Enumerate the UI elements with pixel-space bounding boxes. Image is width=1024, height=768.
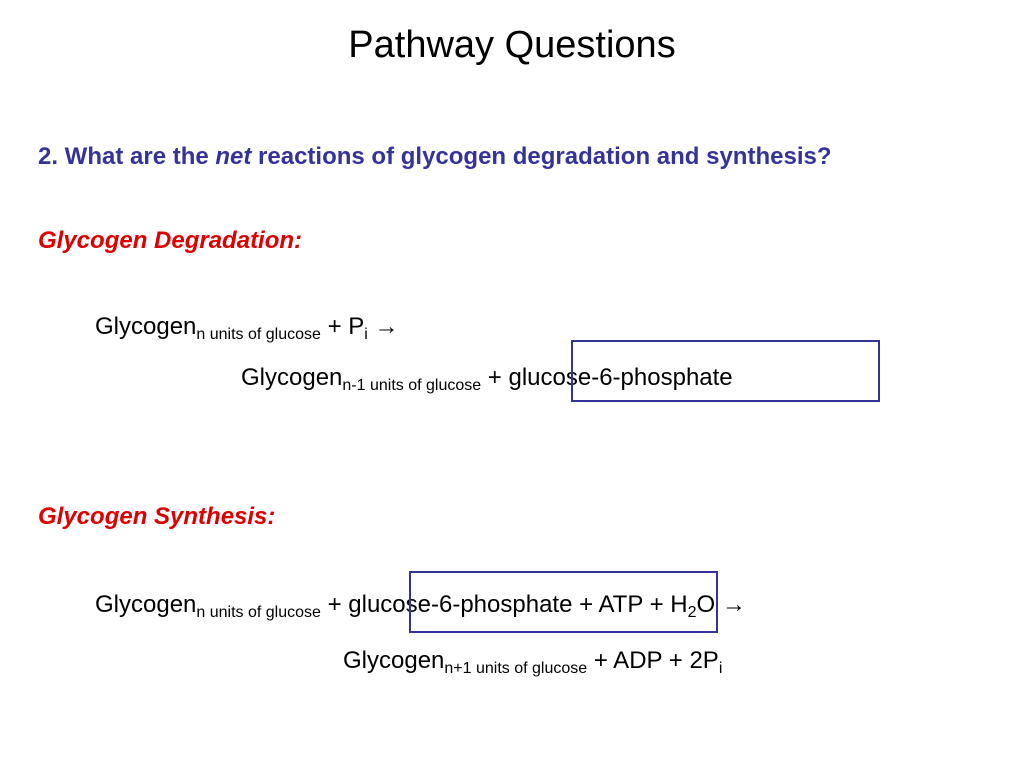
- question-prefix: 2. What are the: [38, 143, 216, 170]
- reaction-arrow: →: [367, 313, 399, 340]
- product-label: + glucose-6-phosphate: [481, 364, 733, 391]
- question-text: [38, 140, 832, 174]
- synthesis-heading: Glycogen Synthesis:: [38, 503, 276, 530]
- question-suffix: reactions of glycogen degradation and synthesis?: [251, 143, 832, 170]
- glucose-6-phosphate-highlight-box: [409, 571, 718, 633]
- glycogen-label: Glycogen: [95, 591, 197, 618]
- glycogen-subscript: n units of glucose: [196, 604, 321, 621]
- glucose-6-phosphate-highlight-box: [571, 340, 880, 402]
- pi-subscript: i: [364, 326, 368, 343]
- products-label: + ADP + 2P: [587, 647, 719, 674]
- glycogen-label: Glycogen: [95, 313, 197, 340]
- synthesis-equation-line2: [343, 644, 722, 678]
- water-arrow-label: O →: [696, 591, 746, 618]
- degradation-equation-line1: [95, 310, 399, 344]
- slide-title: Pathway Questions: [348, 24, 676, 66]
- pi-subscript: i: [718, 660, 723, 677]
- glycogen-subscript: n+1 units of glucose: [444, 660, 588, 677]
- degradation-heading: Glycogen Degradation:: [38, 227, 303, 254]
- glycogen-subscript: n units of glucose: [196, 326, 321, 343]
- h2-subscript: 2: [687, 604, 697, 621]
- question-emphasis: net: [215, 143, 252, 170]
- reactants-label: + glucose-6-phosphate + ATP + H: [320, 591, 688, 618]
- glycogen-subscript: n-1 units of glucose: [342, 377, 482, 394]
- glycogen-label: Glycogen: [241, 364, 343, 391]
- glycogen-label: Glycogen: [343, 647, 445, 674]
- plus-pi-label: + P: [320, 313, 365, 340]
